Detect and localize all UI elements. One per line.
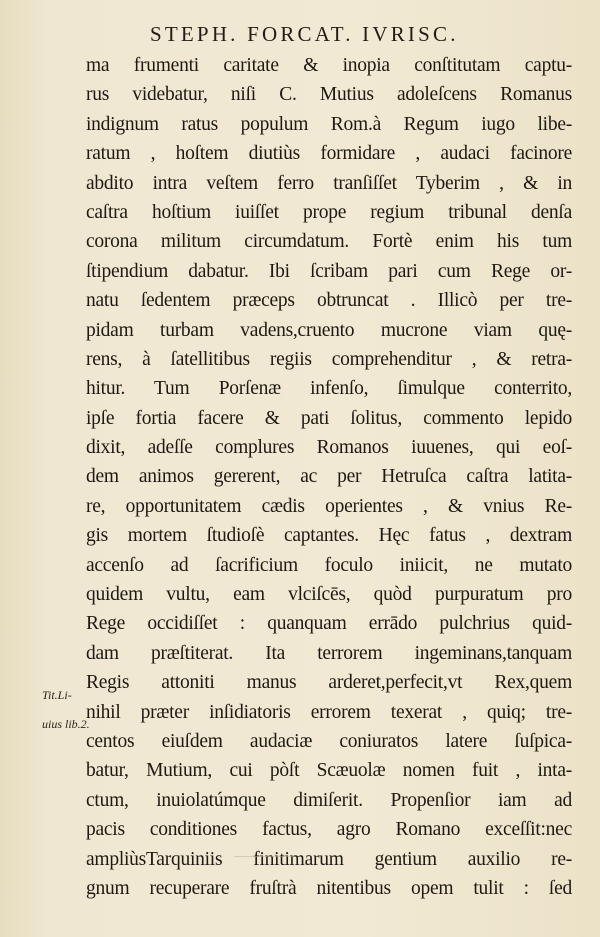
text-line: dixit, adeſſe complures Romanos iuuenes, qui eoſ- xyxy=(86,437,572,459)
text-line: pacis conditiones factus, agro Romano exceſſit:nec xyxy=(86,819,572,841)
margin-note xyxy=(42,681,90,740)
text-line: batur, Mutium, cui pòſt Scæuolæ nomen fuit , inta- xyxy=(86,760,572,782)
text-line: accenſo ad ſacrificium foculo iniicit, ne mutato xyxy=(86,554,572,576)
running-head: STEPH. FORCAT. IVRISC. xyxy=(150,22,459,46)
margin-note-line: uius lib.2. xyxy=(42,717,90,732)
text-line: rens, à ſatellitibus regiis comprehenditur , & retra- xyxy=(86,348,572,370)
text-line: ctum, inuiolatúmque dimiſerit. Propenſior iam ad xyxy=(86,789,572,811)
margin-note-line: Tit.Li- xyxy=(42,688,72,702)
text-line: rus videbatur, niſi C. Mutius adoleſcens Romanus xyxy=(86,84,572,106)
body-text-block xyxy=(86,51,572,903)
text-line: ipſe fortia facere & pati ſolitus, commento lepido xyxy=(86,407,572,429)
page-ornament xyxy=(234,848,294,857)
text-line: gis mortem ſtudioſè captantes. Hęc fatus , dextram xyxy=(86,525,572,547)
text-line: ſtipendium dabatur. Ibi ſcribam pari cum Rege or- xyxy=(86,260,572,282)
text-line: pidam turbam vadens,cruento mucrone viam quę- xyxy=(86,319,572,341)
text-line: dam præſtiterat. Ita terrorem ingeminans,tanquam xyxy=(86,642,572,664)
text-line: centos eiuſdem audaciæ coniuratos latere ſuſpica- xyxy=(86,730,572,752)
text-line: quidem vultu, eam vlciſcēs, quòd purpuratum pro xyxy=(86,584,572,606)
text-line: corona militum circumdatum. Fortè enim his tum xyxy=(86,231,572,253)
text-line: Rege occidiſſet : quanquam errādo pulchrius quid- xyxy=(86,613,572,635)
text-line: ratum , hoſtem diutiùs formidare , audaci facinore xyxy=(86,143,572,165)
text-line: caſtra hoſtium iuiſſet prope regium tribunal denſa xyxy=(86,201,572,223)
text-line: dem animos gererent, ac per Hetruſca caſtra latita- xyxy=(86,466,572,488)
text-line: indignum ratus populum Rom.à Regum iugo libe- xyxy=(86,113,572,135)
text-line: ampliùsTarquiniis finitimarum gentium auxilio re- xyxy=(86,848,572,870)
text-line: nihil præter inſidiatoris errorem texerat , quiq; tre- xyxy=(86,701,572,723)
text-line: abdito intra veſtem ferro tranſiſſet Tyberim , & in xyxy=(86,172,572,194)
text-line: natu ſedentem præceps obtruncat . Illicò per tre- xyxy=(86,290,572,312)
text-line: ma frumenti caritate & inopia conſtitutam captu- xyxy=(86,55,572,76)
text-line: hitur. Tum Porſenæ infenſo, ſimulque conterrito, xyxy=(86,378,572,400)
text-line: gnum recuperare fruſtrà nitentibus opem tulit : ſed xyxy=(86,877,572,899)
text-line: re, opportunitatem cædis operientes , & vnius Re- xyxy=(86,495,572,517)
text-line: Regis attoniti manus arderet,perfecit,vt Rex,quem xyxy=(86,672,572,694)
